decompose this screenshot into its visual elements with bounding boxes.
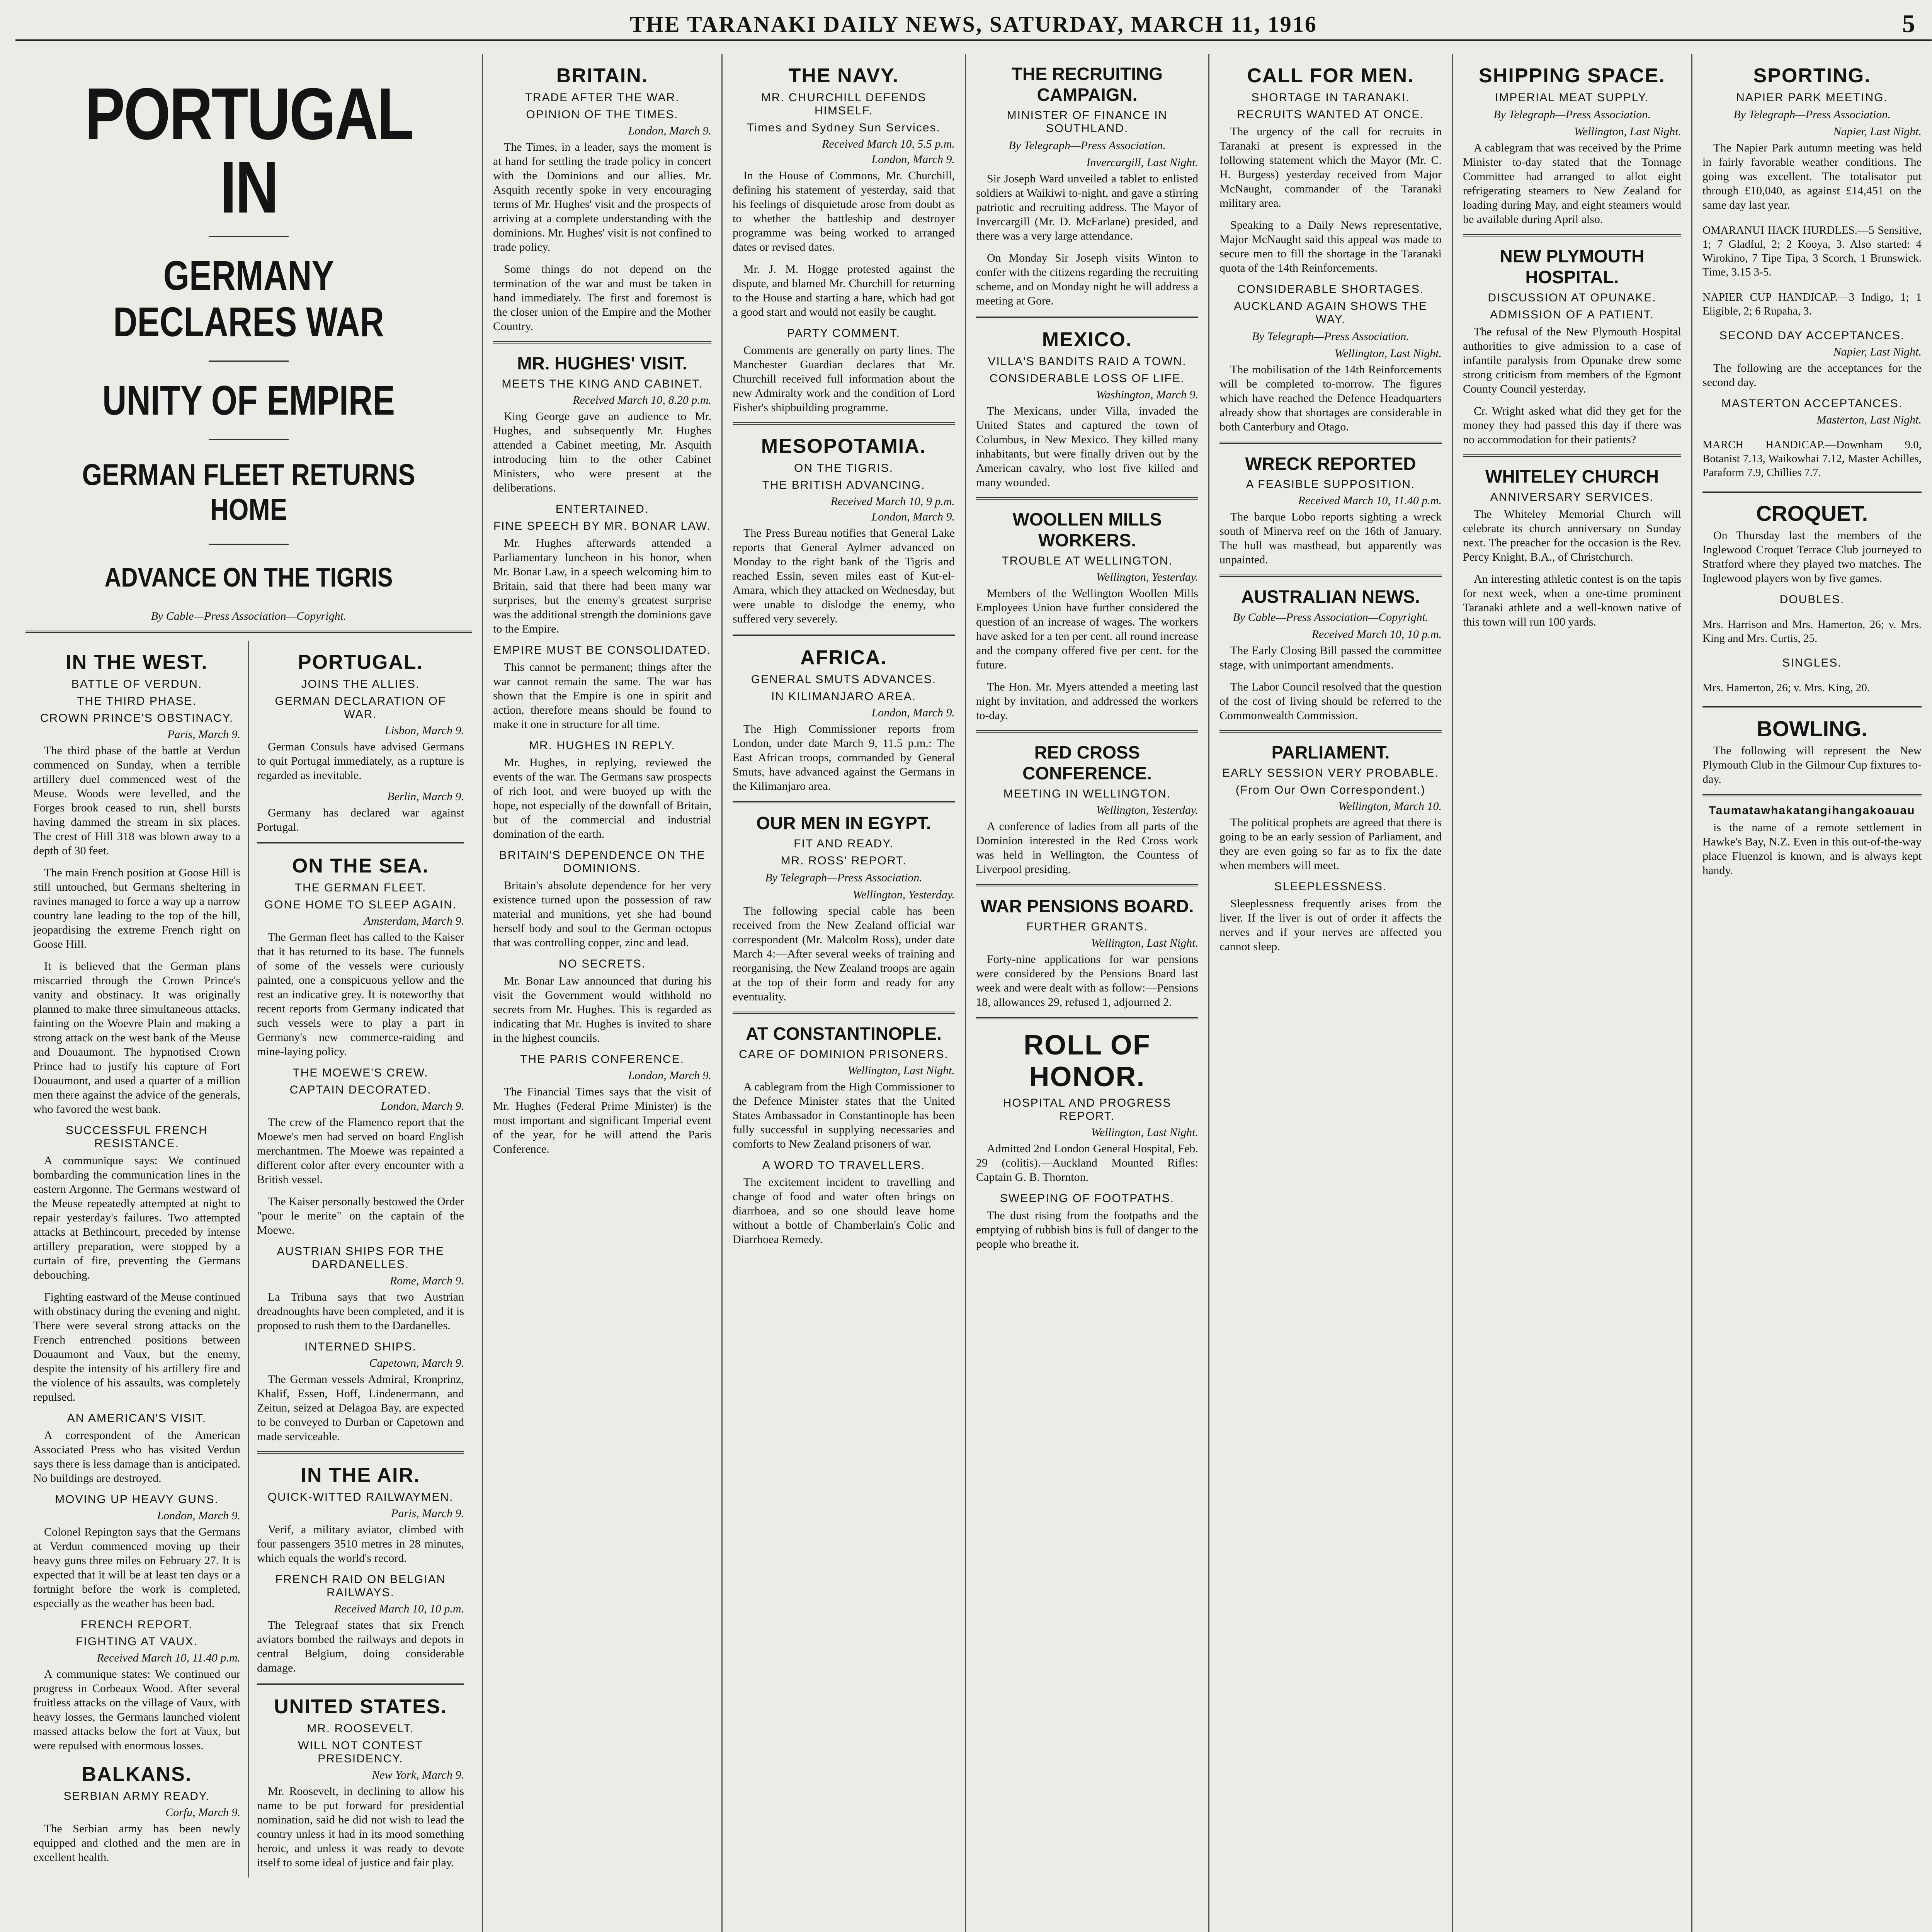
race-result: OMARANUI HACK HURDLES.—5 Sensitive, 1; 7 Gladful, 2; 2 Kooya, 3. Also started: 4 Wirokino, 7 Tipe Tipa, 3 Scorch, 1 Brunswick. Time, 3.15 3-5. — [1702, 224, 1922, 278]
article-paragraph: La Tribuna says that two Austrian dreadnoughts have been completed, and it is proposed to rush them to the Dardanelles. — [257, 1291, 464, 1332]
section-heading: OUR MEN IN EGYPT. — [756, 813, 931, 833]
column-britain — [483, 54, 723, 1932]
dateline: Amsterdam, March 9. — [364, 915, 464, 927]
article-paragraph: Forty-nine applications for war pensions were considered by the Pensions Board last week and were dealt with as follow:—Pensions 18, allowances 29, refused 1, adjourned 2. — [976, 953, 1198, 1009]
subheading: GERMAN DECLARATION OF WAR. — [275, 695, 446, 721]
article-paragraph: The Telegraaf states that six French aviators bombed the railways and depots in central Belgium, doing considerable damage. — [257, 1619, 464, 1674]
article-paragraph: The Kaiser personally bestowed the Order "pour le merite" on the captain of the Moewe. — [257, 1195, 464, 1236]
dateline: Paris, March 9. — [391, 1507, 464, 1520]
subheading: JOINS THE ALLIES. — [301, 678, 420, 690]
article-paragraph: Some things do not depend on the termination of the war and must be taken in hand immediately. The first and foremost is the closer union of the Empire and the Mother Country. — [493, 263, 711, 333]
article-paragraph: An interesting athletic contest is on the tapis for next week, when a one-time prominent Taranaki athlete and a well-known native of this town will run 100 yards. — [1463, 573, 1681, 628]
subheading: MINISTER OF FINANCE IN SOUTHLAND. — [1007, 109, 1168, 135]
subheading: FINE SPEECH BY MR. BONAR LAW. — [493, 520, 711, 532]
article-paragraph: The Whiteley Memorial Church will celebrate its church anniversary on Sunday next. The preacher for the occasion is the Rev. Percy Knight, B.A., of Christchurch. — [1463, 508, 1681, 563]
section-heading: WRECK REPORTED — [1245, 454, 1416, 474]
section-heading: THE RECRUITING CAMPAIGN. — [1012, 64, 1163, 105]
article-paragraph: The Early Closing Bill passed the committee stage, with unimportant amendments. — [1219, 644, 1442, 671]
dateline: London, March 9. — [381, 1100, 464, 1112]
lead-subheadline-1: GERMANY DECLARES WAR — [113, 252, 384, 345]
article-paragraph: Colonel Repington says that the Germans at Verdun commenced moving up their heavy guns three miles on February 27. It is expected that it will be at least ten days or a fortnight before the work is completed, especially as the weather has been bad. — [33, 1526, 240, 1610]
article-paragraph: The Labor Council resolved that the question of the cost of living should be referred to the Commonwealth Commission. — [1219, 680, 1442, 722]
section-heading: IN THE WEST. — [66, 651, 208, 673]
section-heading: RED CROSS CONFERENCE. — [1022, 742, 1152, 783]
section-heading: PORTUGAL. — [298, 651, 423, 673]
article-paragraph: King George gave an audience to Mr. Hughes, and subsequently Mr. Hughes attended a Cabinet meeting, Mr. Asquith introducing him to the other Cabinet Ministers, who were present at the deliberations. — [493, 410, 711, 494]
column-sporting — [1692, 54, 1932, 1932]
subheading: RECRUITS WANTED AT ONCE. — [1237, 108, 1424, 121]
article-paragraph: The dust rising from the footpaths and the emptying of rubbish bins is full of danger to the people who breathe it. — [976, 1209, 1198, 1250]
section-heading: ROLL OF HONOR. — [1024, 1030, 1151, 1092]
advert-paragraph: is the name of a remote settlement in Hawke's Bay, N.Z. Even in this out-of-the-way place Fluenzol is known, and is always kept handy. — [1702, 821, 1922, 877]
lead-subheadline-2: UNITY OF EMPIRE — [102, 377, 395, 423]
divider — [1219, 730, 1442, 733]
subheading: THE GERMAN FLEET. — [294, 881, 427, 894]
lead-subheadline-4: ADVANCE ON THE TIGRIS — [104, 562, 393, 592]
section-heading: WAR PENSIONS BOARD. — [980, 896, 1194, 916]
divider — [1702, 491, 1922, 493]
dateline: Wellington, Last Night. — [1574, 125, 1681, 138]
subheading: SINGLES. — [1782, 656, 1842, 669]
subheading: SWEEPING OF FOOTPATHS. — [1000, 1192, 1175, 1205]
article-paragraph: Mr. Bonar Law announced that during his visit the Government would withhold no secrets from Mr. Hughes. This is regarded as indicating that Mr. Hughes is invited to share in the highest councils. — [493, 975, 711, 1044]
section-heading: BALKANS. — [82, 1763, 192, 1786]
byline: By Telegraph—Press Association. — [1009, 139, 1166, 152]
divider — [976, 1017, 1198, 1019]
dateline: London, March 9. — [628, 1069, 711, 1082]
article-paragraph: Sleeplessness frequently arises from the liver. If the liver is out of order it affects the nerves and if your nerves are affected you cannot sleep. — [1219, 897, 1442, 953]
subheading: THE THIRD PHASE. — [77, 695, 197, 707]
subheading: FRENCH RAID ON BELGIAN RAILWAYS. — [275, 1573, 446, 1599]
article-paragraph: The Hon. Mr. Myers attended a meeting last night by invitation, and addressed the workers to-day. — [976, 680, 1198, 722]
match-result: Mrs. Hamerton, 26; v. Mrs. King, 20. — [1702, 682, 1870, 694]
dateline: Wellington, Last Night. — [847, 1064, 955, 1077]
article-paragraph: A conference of ladies from all parts of the Dominion interested in the Red Cross work was held in Wellington, the Countess of Liverpool presiding. — [976, 820, 1198, 876]
article-paragraph: Mr. Roosevelt, in declining to allow his name to be put forward for presidential nomination, said he did not wish to lead the country unless it had in its mood something heroic, and unless it was ready to devote itself to some ideal of justice and fair play. — [257, 1785, 464, 1869]
subheading: IN KILIMANJARO AREA. — [771, 690, 917, 703]
subheading: OPINION OF THE TIMES. — [526, 108, 679, 121]
section-heading: BRITAIN. — [556, 65, 648, 87]
divider — [1463, 234, 1681, 236]
dateline: Received March 10, 8.20 p.m. — [573, 394, 711, 406]
byline: By Cable—Press Association—Copyright. — [1233, 611, 1429, 624]
dateline: London, March 9. — [871, 153, 955, 166]
divider — [209, 439, 289, 440]
article-paragraph: The Napier Park autumn meeting was held in fairly favorable weather conditions. The going was excellent. The totalisator put through £10,040, as against £14,451 on the same day last year. — [1702, 141, 1922, 211]
subheading: BRITAIN'S DEPENDENCE ON THE DOMINIONS. — [499, 849, 706, 875]
article-paragraph: Comments are generally on party lines. The Manchester Guardian declares that Mr. Churchill received full information about the new Admiralty work and the condition of Lord Fisher's shipbuilding programme. — [733, 344, 955, 414]
dateline: Napier, Last Night. — [1833, 125, 1922, 138]
article-paragraph: A communique says: We continued bombarding the communication lines in the eastern Argonne. The Germans westward of the Meuse repeatedly attempted at night to repair yesterday's failures. Two attempted attacks at Bethincourt, preceded by intense artillery preparation, were stopped by a curtain of fire, preventing the Germans debouching. — [33, 1154, 240, 1281]
divider — [209, 236, 289, 237]
byline: By Telegraph—Press Association. — [1493, 108, 1651, 121]
dateline: London, March 9. — [871, 706, 955, 719]
article-paragraph: Speaking to a Daily News representative, Major McNaught said this appeal was made to secure men to fill the shortage in the Taranaki quota of the 14th Reinforcements. — [1219, 219, 1442, 274]
advert-heading: Taumatawhakatangihangakoauau — [1709, 804, 1915, 817]
page-number: 5 — [1902, 10, 1916, 38]
subheading: SUCCESSFUL FRENCH RESISTANCE. — [66, 1124, 208, 1150]
column-recruiting — [966, 54, 1209, 1932]
divider — [209, 544, 289, 545]
section-heading: WOOLLEN MILLS WORKERS. — [1012, 509, 1162, 550]
subheading: ENTERTAINED. — [555, 503, 649, 515]
byline: By Telegraph—Press Association. — [1252, 330, 1409, 343]
dateline: Received March 10, 11.40 p.m. — [97, 1651, 240, 1664]
subheading: MR. ROSS' REPORT. — [781, 854, 907, 867]
article-paragraph: The following will represent the New Plymouth Club in the Gilmour Cup fixtures to-day. — [1702, 744, 1922, 786]
divider — [257, 842, 464, 844]
article-paragraph: A cablegram from the High Commissioner to the Defence Minister states that the United States Ambassador in Constantinople has been fully successful in supplying necessaries and comforts to New Zealand prisoners of war. — [733, 1080, 955, 1150]
dateline: Wellington, March 10. — [1338, 800, 1442, 813]
dateline: Wellington, Last Night. — [1091, 1126, 1198, 1139]
byline: By Cable—Press Association—Copyright. — [151, 610, 347, 622]
article-paragraph: On Monday Sir Joseph visits Winton to confer with the citizens regarding the recruiting scheme, and on Monday night he will address a meeting at Gore. — [976, 252, 1198, 307]
dateline: Invercargill, Last Night. — [1086, 156, 1198, 169]
article-paragraph: It is believed that the German plans miscarried through the Crown Prince's vanity and obstinacy. It was originally planned to make three simultaneous attacks, fainting on the Woevre Plain and making a strong attack on the west bank of the Meuse and Douaumont. The hypnotised Crown Prince had to justify his capture of Fort Douaumont, and used a quarter of a million men there against the advice of the generals, who favored the west bank. — [33, 960, 240, 1116]
subheading: TROUBLE AT WELLINGTON. — [1002, 554, 1173, 567]
article-paragraph: The German vessels Admiral, Kronprinz, Khalif, Essen, Hoff, Lindenermann, and Zeitun, seized at Delagoa Bay, are expected to be conveyed to Durban or Capetown and made serviceable. — [257, 1373, 464, 1443]
section-heading: ON THE SEA. — [292, 855, 429, 877]
subheading: AUSTRIAN SHIPS FOR THE DARDANELLES. — [277, 1245, 444, 1271]
match-result: Mrs. Harrison and Mrs. Hamerton, 26; v. Mrs. King and Mrs. Curtis, 25. — [1702, 618, 1922, 645]
divider — [493, 341, 711, 344]
lead-right-column — [249, 641, 472, 1878]
article-paragraph: The mobilisation of the 14th Reinforcements will be completed to-morrow. The figures which have reached the Defence Headquarters already show that shortages are considerable in both Canterbury and Otago. — [1219, 363, 1442, 433]
subheading: MOVING UP HEAVY GUNS. — [55, 1493, 219, 1506]
subheading: THE MOEWE'S CREW. — [293, 1066, 429, 1079]
divider — [733, 1012, 955, 1014]
subheading: MR. HUGHES IN REPLY. — [529, 739, 675, 752]
subheading: MR. CHURCHILL DEFENDS HIMSELF. — [761, 91, 927, 117]
divider — [976, 730, 1198, 733]
dateline: Received March 10, 9 p.m. — [830, 495, 955, 508]
subheading: MR. ROOSEVELT. — [307, 1722, 414, 1735]
divider — [1219, 442, 1442, 444]
subheading: CAPTAIN DECORATED. — [289, 1083, 432, 1096]
subheading: A WORD TO TRAVELLERS. — [762, 1159, 925, 1172]
subheading: CROWN PRINCE'S OBSTINACY. — [40, 712, 234, 724]
column-call-for-men — [1209, 54, 1453, 1932]
article-paragraph: The following special cable has been received from the New Zealand official war correspondent (Mr. Malcolm Ross), under date March 4:—After several weeks of training and reorganising, the New Zealand troops are again at the top of their form and ready for any eventuality. — [733, 905, 955, 1003]
subheading: FRENCH REPORT. — [80, 1618, 193, 1631]
lead-subheadline-3: GERMAN FLEET RETURNS HOME — [82, 457, 415, 526]
divider — [976, 316, 1198, 318]
dateline: Lisbon, March 9. — [384, 724, 464, 737]
subheading: AN AMERICAN'S VISIT. — [67, 1412, 207, 1425]
article-paragraph: Members of the Wellington Woollen Mills Employees Union have further considered the question of an increase of wages. The workers have asked for a ten per cent. all round increase and the company offered five per cent. for the future. — [976, 587, 1198, 671]
section-heading: AUSTRALIAN NEWS. — [1241, 587, 1420, 607]
subheading: FURTHER GRANTS. — [1026, 920, 1148, 933]
article-paragraph: On Thursday last the members of the Inglewood Croquet Terrace Club journeyed to Stratford where they played two matches. The Inglewood players won by five games. — [1702, 529, 1922, 585]
dateline: Capetown, March 9. — [369, 1357, 464, 1369]
section-heading: MEXICO. — [1042, 328, 1133, 351]
subheading: EMPIRE MUST BE CONSOLIDATED. — [493, 644, 711, 656]
subheading: ADMISSION OF A PATIENT. — [1490, 308, 1654, 321]
article-paragraph: Sir Joseph Ward unveiled a tablet to enlisted soldiers at Waikiwi to-night, and gave a stirring patriotic and recruiting address. The Mayor of Invercargill (Mr. D. McFarlane) presided, and there was a very large attendance. — [976, 172, 1198, 242]
subheading: FIT AND READY. — [794, 837, 894, 850]
subheading: THE BRITISH ADVANCING. — [762, 479, 925, 492]
divider — [1702, 706, 1922, 708]
subheading: (From Our Own Correspondent.) — [1235, 784, 1426, 796]
subheading: BATTLE OF VERDUN. — [71, 678, 202, 690]
subheading: MASTERTON ACCEPTANCES. — [1721, 397, 1903, 410]
subheading: ON THE TIGRIS. — [794, 462, 893, 474]
subheading: WILL NOT CONTEST PRESIDENCY. — [298, 1739, 423, 1765]
subheading: CONSIDERABLE SHORTAGES. — [1237, 283, 1424, 296]
section-heading: BOWLING. — [1757, 716, 1867, 741]
section-heading: IN THE AIR. — [301, 1464, 420, 1486]
divider — [976, 497, 1198, 500]
subheading: Times and Sydney Sun Services. — [747, 121, 940, 134]
dateline: Wellington, Last Night. — [1091, 937, 1198, 949]
lead-story — [15, 54, 483, 1932]
article-paragraph: The High Commissioner reports from London, under date March 9, 11.5 p.m.: The East African troops, commanded by General Smuts, have advanced against the Germans in the Kilimanjaro area. — [733, 723, 955, 793]
subheading: INTERNED SHIPS. — [304, 1340, 417, 1353]
subheading: SERBIAN ARMY READY. — [63, 1790, 210, 1803]
section-heading: NEW PLYMOUTH HOSPITAL. — [1500, 246, 1645, 287]
subheading: VILLA'S BANDITS RAID A TOWN. — [988, 355, 1187, 368]
lead-subcolumns — [26, 641, 472, 1878]
dateline: Received March 10, 11.40 p.m. — [1298, 494, 1442, 507]
subheading: NO SECRETS. — [558, 957, 646, 970]
dateline: London, March 9. — [157, 1509, 240, 1522]
column-navy — [723, 54, 966, 1932]
article-paragraph: The Times, in a leader, says the moment is at hand for settling the trade policy in concert with the Dominions and our allies. Mr. Asquith recently spoke in very encouraging terms of Mr. Hughes' visit and the prospects of arriving at a complete understanding with the dominions. Mr. Hughes' visit is not confined to trade policy. — [493, 141, 711, 253]
dateline: Corfu, March 9. — [165, 1806, 240, 1819]
article-paragraph: The third phase of the battle at Verdun commenced on Sunday, when a terrible artillery duel commenced west of the Meuse. Woods were levelled, and the Forges brook ceased to run, shell bursts having dammed the stream in six places. The crest of Hill 318 was blown away to a depth of 30 feet. — [33, 744, 240, 857]
section-heading: SHIPPING SPACE. — [1479, 65, 1665, 87]
section-heading: AT CONSTANTINOPLE. — [746, 1024, 942, 1044]
subheading: QUICK-WITTED RAILWAYMEN. — [267, 1491, 454, 1503]
divider — [209, 361, 289, 362]
divider — [1219, 575, 1442, 577]
article-paragraph: Germany has declared war against Portugal. — [257, 806, 464, 833]
subheading: MEETS THE KING AND CABINET. — [502, 378, 703, 390]
dateline: Rome, March 9. — [389, 1274, 464, 1287]
subheading: DOUBLES. — [1779, 593, 1845, 606]
subheading: GENERAL SMUTS ADVANCES. — [751, 673, 937, 686]
dateline: Wellington, Yesterday. — [852, 888, 955, 901]
subheading: CONSIDERABLE LOSS OF LIFE. — [989, 372, 1185, 385]
article-paragraph: The urgency of the call for recruits in Taranaki at present is expressed in the following statement which the Mayor (Mr. C. H. Burgess) yesterday received from Major McNaught, commander of the Taranaki military area. — [1219, 125, 1442, 209]
divider — [257, 1683, 464, 1685]
article-paragraph: The Mexicans, under Villa, invaded the United States and captured the town of Columbus, in New Mexico. They killed many inhabitants, but were finally driven out by the American cavalry, who lost five killed and many wounded. — [976, 405, 1198, 489]
section-heading: CALL FOR MEN. — [1247, 65, 1414, 87]
article-paragraph: The excitement incident to travelling and change of food and water often brings on diarrhoea, and so one should leave home without a bottle of Chamberlain's Colic and Diarrhoea Remedy. — [733, 1176, 955, 1246]
article-paragraph: The political prophets are agreed that there is going to be an early session of Parliament, and they are even going so far as to fix the date when members will meet. — [1219, 816, 1442, 872]
subheading: NAPIER PARK MEETING. — [1736, 91, 1888, 104]
subheading: MEETING IN WELLINGTON. — [1003, 787, 1171, 800]
article-paragraph: A correspondent of the American Associated Press who has visited Verdun says there is less damage than is anticipated. No buildings are destroyed. — [33, 1429, 240, 1485]
subheading: A FEASIBLE SUPPOSITION. — [1246, 478, 1415, 491]
subheading: MR. HUGHES' VISIT. — [517, 353, 687, 373]
dateline: Received March 10, 10 p.m. — [334, 1602, 464, 1615]
section-heading: MESOPOTAMIA. — [761, 435, 927, 457]
article-paragraph: Britain's absolute dependence for her very existence turned upon the possession of raw material and munitions, yet she had bound herself body and soul to the German octopus that was controlling copper, zinc and lead. — [493, 879, 711, 949]
subheading: TRADE AFTER THE WAR. — [525, 91, 680, 104]
subheading: EARLY SESSION VERY PROBABLE. — [1222, 767, 1439, 779]
article-paragraph: In the House of Commons, Mr. Churchill, defining his statement of yesterday, said that his feelings of disquietude arose from doubt as to whether the battleship and destroyer programme was being worked to arranged dates or revised dates. — [733, 169, 955, 253]
subheading: SECOND DAY ACCEPTANCES. — [1719, 329, 1905, 342]
dateline: New York, March 9. — [372, 1769, 464, 1781]
article-paragraph: Admitted 2nd London General Hospital, Feb. 29 (colitis).—Auckland Mounted Rifles: Captain G. B. Thornton. — [976, 1142, 1198, 1184]
article-paragraph: The Financial Times says that the visit of Mr. Hughes (Federal Prime Minister) is the most important and significant Imperial event of the year, for he will attend the Paris Conference. — [493, 1085, 711, 1155]
byline: By Telegraph—Press Association. — [765, 871, 922, 884]
article-paragraph: The German fleet has called to the Kaiser that it has returned to its base. The funnels of some of the vessels were curiously painted, one a conspicuous yellow and the rest an indicative grey. It is noteworthy that recent reports from Germany indicated that such vessels were to play a part in Germany's new commerce-raiding and mine-laying policy. — [257, 931, 464, 1058]
article-paragraph: The barque Lobo reports sighting a wreck south of Minerva reef on the 16th of January. The hull was masthead, but apparently was unpainted. — [1219, 510, 1442, 566]
article-paragraph: The following are the acceptances for the second day. — [1702, 362, 1922, 389]
article-paragraph: Mr. Hughes afterwards attended a Parliamentary luncheon in his honor, when Mr. Bonar Law, in a speech welcoming him to Britain, said that there had been many war surprises, but the enemy's greatest surprise was the additional strength the dominions gave to the Empire. — [493, 537, 711, 635]
dateline: Masterton, Last Night. — [1816, 413, 1922, 426]
divider — [733, 422, 955, 425]
subheading: THE PARIS CONFERENCE. — [520, 1053, 684, 1066]
article-paragraph: Mr. J. M. Hogge protested against the dispute, and blamed Mr. Churchill for returning to the House and starting a hare, which had got a good start and would not easily be caught. — [733, 263, 955, 318]
lead-headline: PORTUGAL IN — [85, 73, 413, 228]
subheading: GONE HOME TO SLEEP AGAIN. — [264, 898, 457, 911]
subheading: DISCUSSION AT OPUNAKE. — [1488, 291, 1656, 304]
divider — [733, 801, 955, 803]
divider — [257, 1451, 464, 1454]
section-heading: UNITED STATES. — [274, 1696, 447, 1718]
dateline: Washington, March 9. — [1096, 388, 1198, 401]
section-heading: WHITELEY CHURCH — [1485, 466, 1659, 486]
dateline: Wellington, Last Night. — [1334, 347, 1442, 360]
article-paragraph: A communique states: We continued our progress in Corbeaux Wood. After several fruitless attacks on the village of Vaux, with heavy losses, the Germans launched violent massed attacks below the fort at Vaux, but were repulsed with enormous losses. — [33, 1668, 240, 1752]
article-paragraph: The crew of the Flamenco report that the Moewe's men had served on board English merchantmen. The Moewe was repainted a different color after every encounter with a British vessel. — [257, 1116, 464, 1186]
dateline: Wellington, Yesterday. — [1096, 804, 1198, 816]
article-paragraph: Mr. Hughes, in replying, reviewed the events of the war. The Germans saw prospects of rich loot, and were buoyed up with the hope, not especially of the downfall of Britain, but of the commercial and industrial domination of the earth. — [493, 756, 711, 840]
column-shipping — [1453, 54, 1692, 1932]
article-paragraph: Cr. Wright asked what did they get for the money they had passed this day if there was no accommodation for their patients? — [1463, 405, 1681, 446]
dateline: Napier, Last Night. — [1833, 345, 1922, 358]
byline: By Telegraph—Press Association. — [1733, 108, 1891, 121]
subheading: CARE OF DOMINION PRISONERS. — [739, 1048, 949, 1061]
article-paragraph: Verif, a military aviator, climbed with four passengers 3510 metres in 28 minutes, which equals the world's record. — [257, 1523, 464, 1565]
dateline: Paris, March 9. — [167, 728, 240, 741]
section-heading: PARLIAMENT. — [1271, 742, 1390, 762]
dateline: Received March 10, 5.5 p.m. — [822, 138, 955, 150]
subheading: HOSPITAL AND PROGRESS REPORT. — [1003, 1097, 1172, 1122]
section-heading: CROQUET. — [1756, 501, 1868, 526]
article-paragraph: German Consuls have advised Germans to quit Portugal immediately, as a rupture is regarded as inevitable. — [257, 740, 464, 782]
race-result: NAPIER CUP HANDICAP.—3 Indigo, 1; 1 Eligible, 2; 6 Rupaha, 3. — [1702, 291, 1922, 317]
dateline: London, March 9. — [628, 124, 711, 137]
section-heading: SPORTING. — [1753, 65, 1871, 87]
section-heading: AFRICA. — [800, 646, 887, 669]
divider — [1463, 454, 1681, 457]
dateline: Wellington, Yesterday. — [1096, 571, 1198, 583]
divider — [976, 884, 1198, 886]
dateline: Received March 10, 10 p.m. — [1311, 628, 1442, 641]
masthead-text: THE TARANAKI DAILY NEWS, SATURDAY, MARCH 11, 1916 — [630, 11, 1317, 37]
article-paragraph: A cablegram that was received by the Prime Minister to-day stated that the Tonnage Committee had arranged to allot eight refrigerating steamers to New Zealand for loading during May, and eight steamers would be available during April also. — [1463, 141, 1681, 226]
dateline: Berlin, March 9. — [387, 790, 464, 803]
article-paragraph: Fighting eastward of the Meuse continued with obstinacy during the evening and night. There were several strong attacks on the French entrenched positions between Douaumont and Vaux, but the enemy, despite the intensity of his artillery fire and the violence of his assaults, was completely repulsed. — [33, 1291, 240, 1403]
subheading: IMPERIAL MEAT SUPPLY. — [1495, 91, 1649, 104]
subheading: SLEEPLESSNESS. — [1274, 880, 1387, 893]
subheading: SHORTAGE IN TARANAKI. — [1251, 91, 1410, 104]
masthead — [15, 9, 1932, 41]
race-result: MARCH HANDICAP.—Downham 9.0, Botanist 7.13, Waikowhai 7.12, Master Achilles, Paraform 7.9, Chillies 7.7. — [1702, 439, 1922, 479]
article-paragraph: The refusal of the New Plymouth Hospital authorities to give admission to a case of infantile paralysis from Opunake drew some strong criticism from members of the Egmont County Council yesterday. — [1463, 325, 1681, 395]
subheading: AUCKLAND AGAIN SHOWS THE WAY. — [1234, 300, 1427, 326]
article-paragraph: The Press Bureau notifies that General Lake reports that General Aylmer advanced on Monday to the right bank of the Tigris and reached Essin, seven miles east of Kut-el-Amara, which they attacked on Wednesday, but were unable to dislodge the enemy, who suffered very severely. — [733, 527, 955, 625]
section-heading: THE NAVY. — [788, 65, 899, 87]
article-paragraph: The main French position at Goose Hill is still untouched, but Germans sheltering in ravines managed to force a way up a narrow country lane leading to the top of the hill, jeopardising the extreme French right on Goose Hill. — [33, 866, 240, 951]
article-paragraph: The Serbian army has been newly equipped and clothed and the men are in excellent health. — [33, 1822, 240, 1864]
divider — [733, 634, 955, 636]
divider — [26, 631, 472, 633]
subheading: PARTY COMMENT. — [787, 327, 901, 340]
dateline: London, March 9. — [871, 510, 955, 523]
divider — [1702, 794, 1922, 796]
subheading: FIGHTING AT VAUX. — [76, 1635, 198, 1648]
article-paragraph: This cannot be permanent; things after the war cannot remain the same. The war has shown that the Empire is one in spirit and action, therefore means should be found to make it one in structure for all time. — [493, 661, 711, 731]
lead-left-column — [26, 641, 249, 1878]
subheading: ANNIVERSARY SERVICES. — [1490, 491, 1654, 503]
